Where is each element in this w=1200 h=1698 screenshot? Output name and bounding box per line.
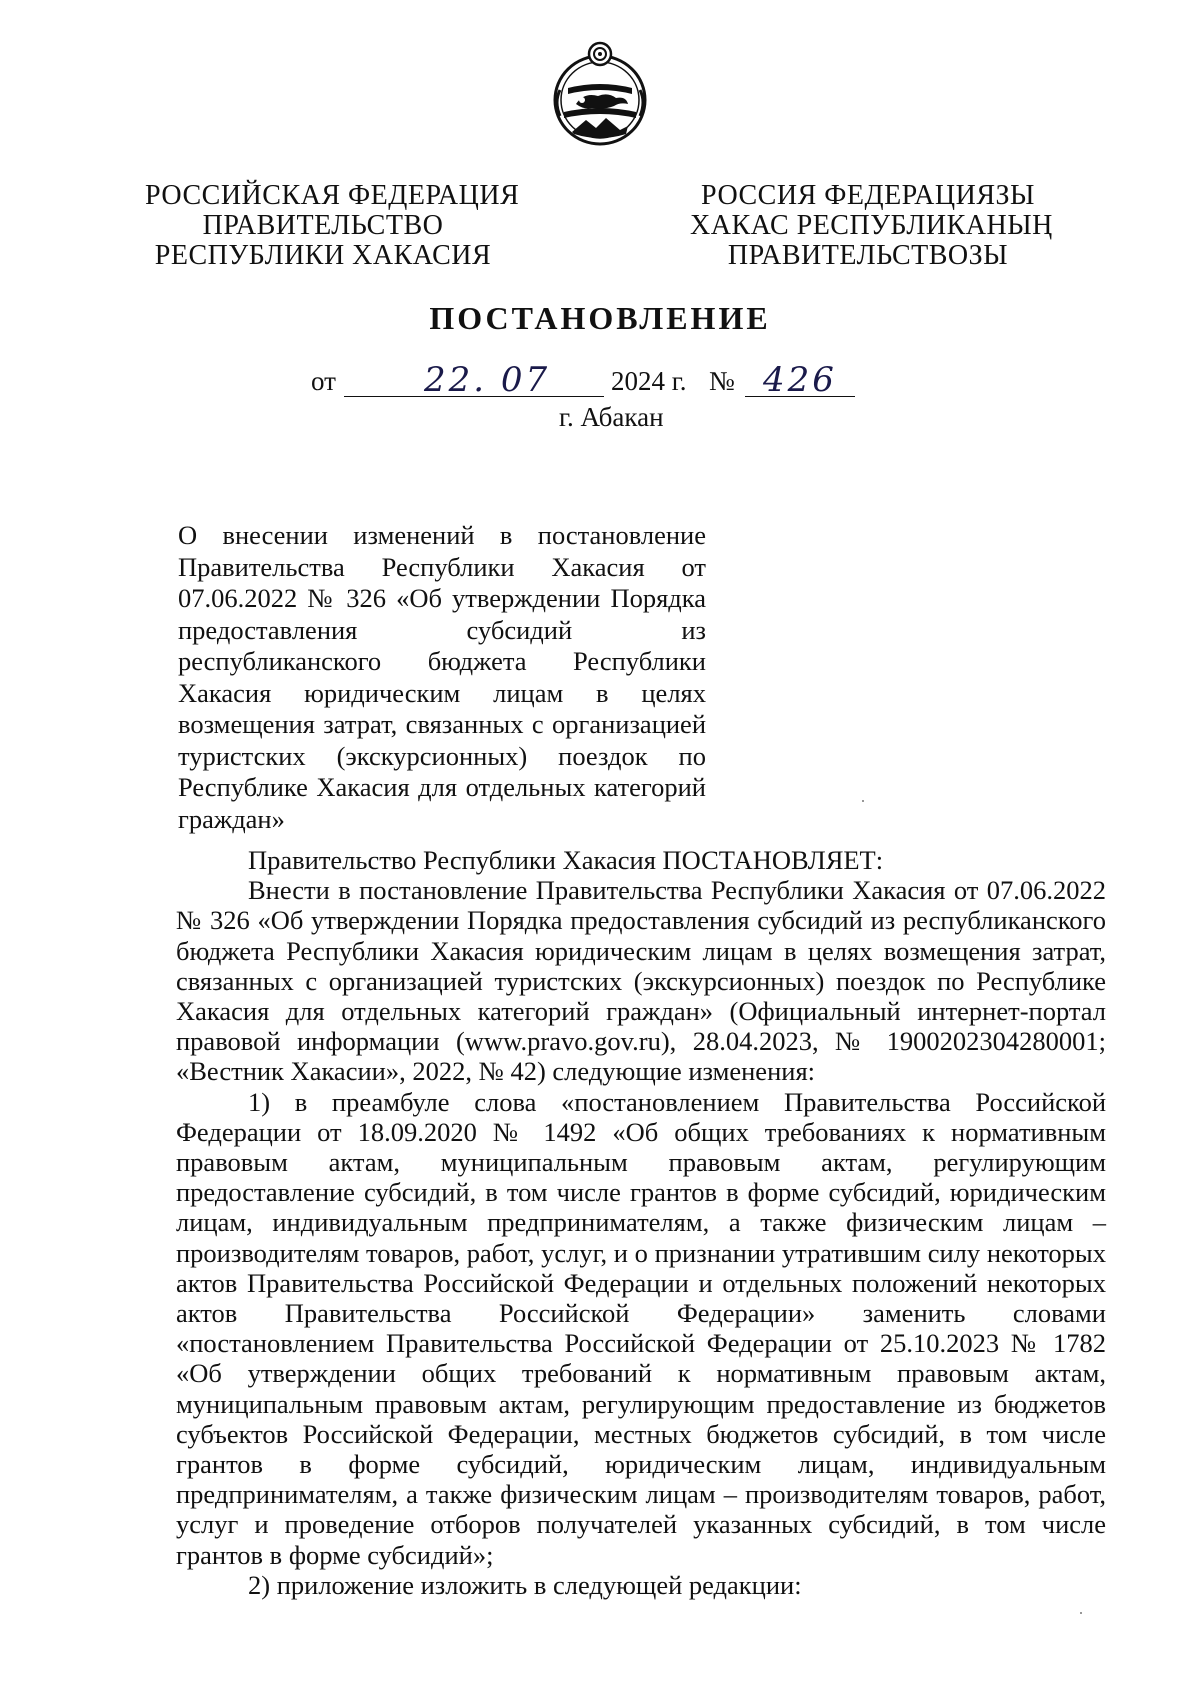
scan-speck (862, 800, 864, 802)
handwritten-date: 22. 07 (424, 360, 551, 400)
header-left-line-3: РЕСПУБЛИКИ ХАКАСИЯ (154, 240, 492, 271)
coat-of-arms-emblem (546, 40, 654, 148)
date-blank-line (344, 360, 604, 400)
body-paragraph-4: 2) приложение изложить в следующей редакции: (248, 1569, 802, 1600)
document-title: ПОСТАНОВЛЕНИЕ (429, 300, 771, 336)
header-khakas (690, 180, 1053, 271)
body-paragraph-3: 1) в преамбуле слова «постановлением Правительства Российской Федерации от 18.09.2020 № 1492 «Об общих требованиях к нормативным правовым актам, муниципальным правовым актам, регулирующим предоставление субсидий, в том числе грантов в форме субсидий, юридическим лицам, индивидуальным предпринимателям, а также физическим лицам – производителям товаров, работ, услуг, и о признании утратившим силу некоторых актов Правительства Российской Федерации и отдельных положений некоторых актов Правительства Российской Федерации» заменить словами «постановлением Правительства Российской Федерации от 25.10.2023 № 1782 «Об утверждении общих требований к нормативным правовым актам, муниципальным правовым актам, регулирующим предоставление из бюджетов субъектов Российской Федерации, местных бюджетов субсидий, в том числе грантов в форме субсидий, юридическим лицам, индивидуальным предпринимателям, а также физическим лицам – производителям товаров, работ, услуг и проведение отборов получателей указанных субсидий, в том числе грантов в форме субсидий»; (176, 1086, 1106, 1570)
date-prefix: от (311, 366, 336, 396)
body-paragraph-2: Внести в постановление Правительства Республики Хакасия от 07.06.2022 № 326 «Об утверждении Порядка предоставления субсидий из республиканского бюджета Республики Хакасия юридическим лицам в целях возмещения затрат, связанных с организацией туристских (экскурсионных) поездок по Республике Хакасия для отдельных категорий граждан» (Официальный интернет-портал правовой информации (www.pravo.gov.ru), 28.04.2023, № 1900202304280001; «Вестник Хакасии», 2022, № 42) следующие изменения: (176, 875, 1106, 1087)
emblem-icon (546, 40, 654, 148)
header-right-line-3: ПРАВИТЕЛЬСТВОЗЫ (727, 240, 1009, 271)
header-right-line-1: РОССИЯ ФЕДЕРАЦИЯЗЫ (701, 180, 1035, 211)
number-blank-line (745, 360, 855, 400)
year-text: 2024 г. (611, 366, 687, 396)
city: г. Абакан (559, 402, 664, 432)
scan-speck (1080, 1612, 1082, 1614)
header-left-line-1: РОССИЙСКАЯ ФЕДЕРАЦИЯ (145, 180, 520, 211)
header-russian (145, 180, 520, 271)
header-left-line-2: ПРАВИТЕЛЬСТВО (202, 210, 444, 241)
handwritten-number: 426 (763, 360, 837, 400)
header-right-line-2: ХАКАС РЕСПУБЛИКАНЫҢ (690, 210, 1053, 241)
document-subject: О внесении изменений в постановление Правительства Республики Хакасия от 07.06.2022 № 326 «Об утверждении Порядка предоставления субсидий из республиканского бюджета Республики Хакасия юридическим лицам в целях возмещения затрат, связанных с организацией туристских (экскурсионных) поездок по Республике Хакасия для отдельных категорий граждан» (178, 520, 706, 834)
body-paragraph-1: Правительство Республики Хакасия ПОСТАНОВЛЯЕТ: (248, 845, 884, 875)
number-sign: № (709, 366, 735, 396)
document-body (176, 845, 1106, 1600)
